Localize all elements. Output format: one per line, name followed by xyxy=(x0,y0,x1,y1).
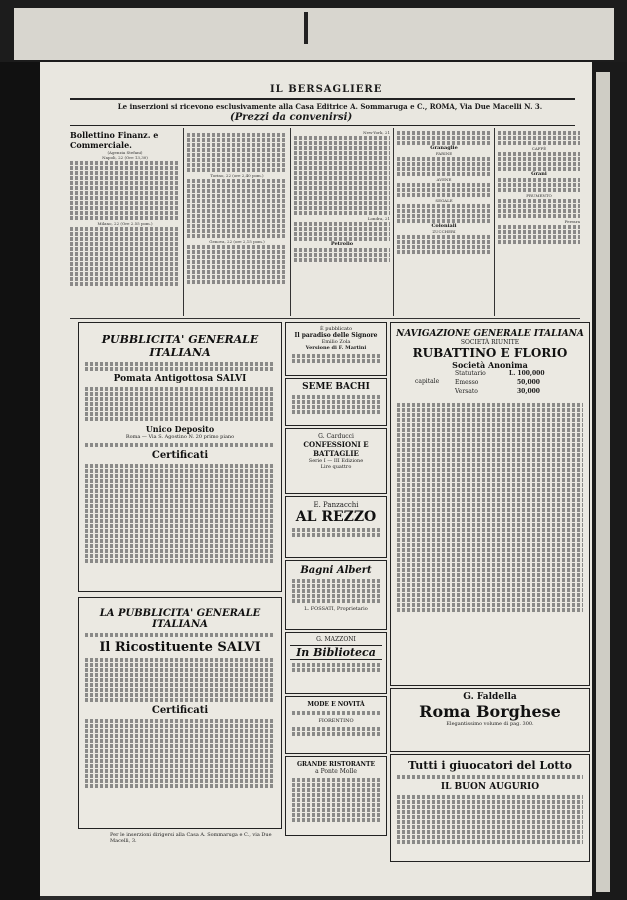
ad-lotto-title: Tutti i giuocatori del Lotto xyxy=(408,759,572,772)
page-footer: Per le inserzioni dirigersi alla Casa A. Sommaruga e C., via Due Macelli, 3. xyxy=(110,832,272,844)
scan-left-edge xyxy=(0,62,40,900)
ad-semebachi-title: SEME BACHI xyxy=(302,382,370,392)
market-genova: Genova, 22 (ore 2,15 pom.) xyxy=(209,239,265,244)
ad-navigazione-generale xyxy=(390,322,590,686)
market-frumento: FRUMENTO xyxy=(526,193,552,198)
market-milano: Milano, 22 (Ore 2.55 pom.) xyxy=(97,221,153,226)
ad-pubblicita-generale-1 xyxy=(78,322,282,592)
ad-carducci xyxy=(285,428,387,494)
ad-carducci-title: CONFESSIONI E BATTAGLIE xyxy=(303,440,369,458)
ad-mode-novita xyxy=(285,696,387,754)
ad-bagni-owner: L. FOSSATI, Proprietario xyxy=(304,606,368,612)
market-coloniali: Coloniali xyxy=(431,223,457,229)
ad-faldella-sub: Elegantissimo volume di pag. 300. xyxy=(446,721,534,727)
ad-panzacchi-title: AL REZZO xyxy=(295,509,377,525)
market-caffe: CAFFÈ xyxy=(531,146,547,151)
market-granaglie: Granaglie xyxy=(430,145,458,151)
ad-pubblicita-title: PUBBLICITA' GENERALE ITALIANA xyxy=(101,333,259,359)
ad-certificati2-heading: Certificati xyxy=(151,705,209,716)
ad-pubblicita-generale-2 xyxy=(78,597,282,829)
ad-ristorante-title: GRANDE RISTORANTE xyxy=(296,761,376,768)
ad-capitale-statutario: L. 100,000 xyxy=(509,370,545,377)
ad-paradiso-author: Emilio Zola xyxy=(321,339,351,345)
market-newyork: New-York, 21 xyxy=(363,130,390,135)
advert-banner: Le inserzioni si ricevono esclusivamente alla Casa Editrice A. Sommaruga e C., ROMA, Via Due Macelli N. 3. xyxy=(117,102,543,111)
ad-moda-title: MODE E NOVITÀ xyxy=(307,701,365,708)
ad-navigazione-title: NAVIGAZIONE GENERALE ITALIANA xyxy=(396,329,584,339)
ad-certificati-heading: Certificati xyxy=(151,450,209,461)
market-column-4 xyxy=(397,130,491,310)
ad-giuocatori-lotto xyxy=(390,754,590,862)
newspaper-page xyxy=(40,62,592,896)
ad-paradiso-title: Il paradiso delle Signore xyxy=(294,332,378,339)
ad-mazzoni-title: In Biblioteca xyxy=(290,645,382,660)
ad-carducci-series: Serie I — III Edizione xyxy=(308,458,364,464)
ad-rubattino-florio: RUBATTINO E FLORIO xyxy=(412,346,568,360)
ad-ricostituente-product: Il Ricostituente SALVI xyxy=(99,640,261,655)
ad-capitale-emesso: 50,000 xyxy=(517,379,540,386)
market-petrolio: Petrolio xyxy=(330,241,354,247)
ad-panzacchi-author: E. Panzacchi xyxy=(313,501,359,509)
ad-navigazione-sub: SOCIETÀ RIUNITE xyxy=(460,339,520,346)
ad-paradiso-pre: È pubblicato xyxy=(319,326,353,332)
market-column-3 xyxy=(294,130,390,310)
market-column-5 xyxy=(498,130,580,310)
ad-pubblicita2-title: LA PUBBLICITA' GENERALE ITALIANA xyxy=(99,608,261,630)
market-heading: Bollettino Finanz. e Commerciale. xyxy=(70,130,159,150)
ad-pomata-product: Pomata Antigottosa SALVI xyxy=(113,374,247,384)
ad-seme-bachi xyxy=(285,378,387,426)
market-ferrara: Ferrara xyxy=(564,219,580,224)
masthead-title: IL BERSAGLIERE xyxy=(270,84,383,95)
ad-moda-name: FIORENTINO xyxy=(318,718,354,724)
ad-faldella-title: Roma Borghese xyxy=(419,702,561,721)
ad-panzacchi xyxy=(285,496,387,558)
market-grani: Grani xyxy=(531,171,547,177)
ad-paradiso-signore xyxy=(285,322,387,376)
ad-emesso-label: Emesso xyxy=(455,379,479,386)
market-agency: (Agenzia Stefani) xyxy=(107,150,143,155)
ad-ristorante-place: a Ponte Molle xyxy=(315,768,357,775)
ad-capitale-label: capitale xyxy=(415,378,440,385)
market-column-1 xyxy=(70,130,180,310)
market-segale: SEGALE xyxy=(435,198,453,203)
market-zuccheri: ZUCCHERI xyxy=(432,229,456,234)
scan-top-band xyxy=(0,0,627,62)
market-londra: Londra, 21 xyxy=(367,216,390,221)
ad-mazzoni-biblioteca xyxy=(285,632,387,694)
ad-statutario-label: Statutario xyxy=(455,370,486,377)
ad-pubblicita-address: Roma — Via S. Agostino N. 20 primo piano xyxy=(125,434,235,440)
market-farine: FARINE xyxy=(435,151,453,156)
ad-carducci-price: Lire quattro xyxy=(320,464,352,470)
market-torino: Torino, 22 (ore 2,40 pom.) xyxy=(210,173,264,178)
ad-unico-deposito: Unico Deposito xyxy=(145,424,215,434)
market-column-2 xyxy=(187,132,287,312)
ad-paradiso-version: Versione di F. Martini xyxy=(305,345,367,351)
ad-buon-augurio: IL BUON AUGURIO xyxy=(440,782,540,792)
market-napoli: Napoli, 22 (Ore 13,30) xyxy=(102,155,148,160)
previous-page-edge xyxy=(14,8,614,60)
market-avene: AVENE xyxy=(436,177,452,182)
scan-right-edge xyxy=(590,62,627,900)
ad-faldella-roma-borghese xyxy=(390,688,590,752)
ad-mazzoni-author: G. MAZZONI xyxy=(316,636,356,643)
ad-capitale-versato: 30,000 xyxy=(517,388,540,395)
ad-carducci-author: G. Carducci xyxy=(318,433,354,440)
ad-bagni-title: Bagni Albert xyxy=(300,565,372,576)
advert-banner-prices: (Prezzi da convenirsi) xyxy=(230,112,353,123)
ad-faldella-author: G. Faldella xyxy=(463,692,517,702)
ad-bagni-albert xyxy=(285,560,387,630)
ad-societa-anonima: Società Anonima xyxy=(452,360,528,370)
ad-versato-label: Versato xyxy=(455,388,478,395)
ad-grande-ristorante xyxy=(285,756,387,836)
